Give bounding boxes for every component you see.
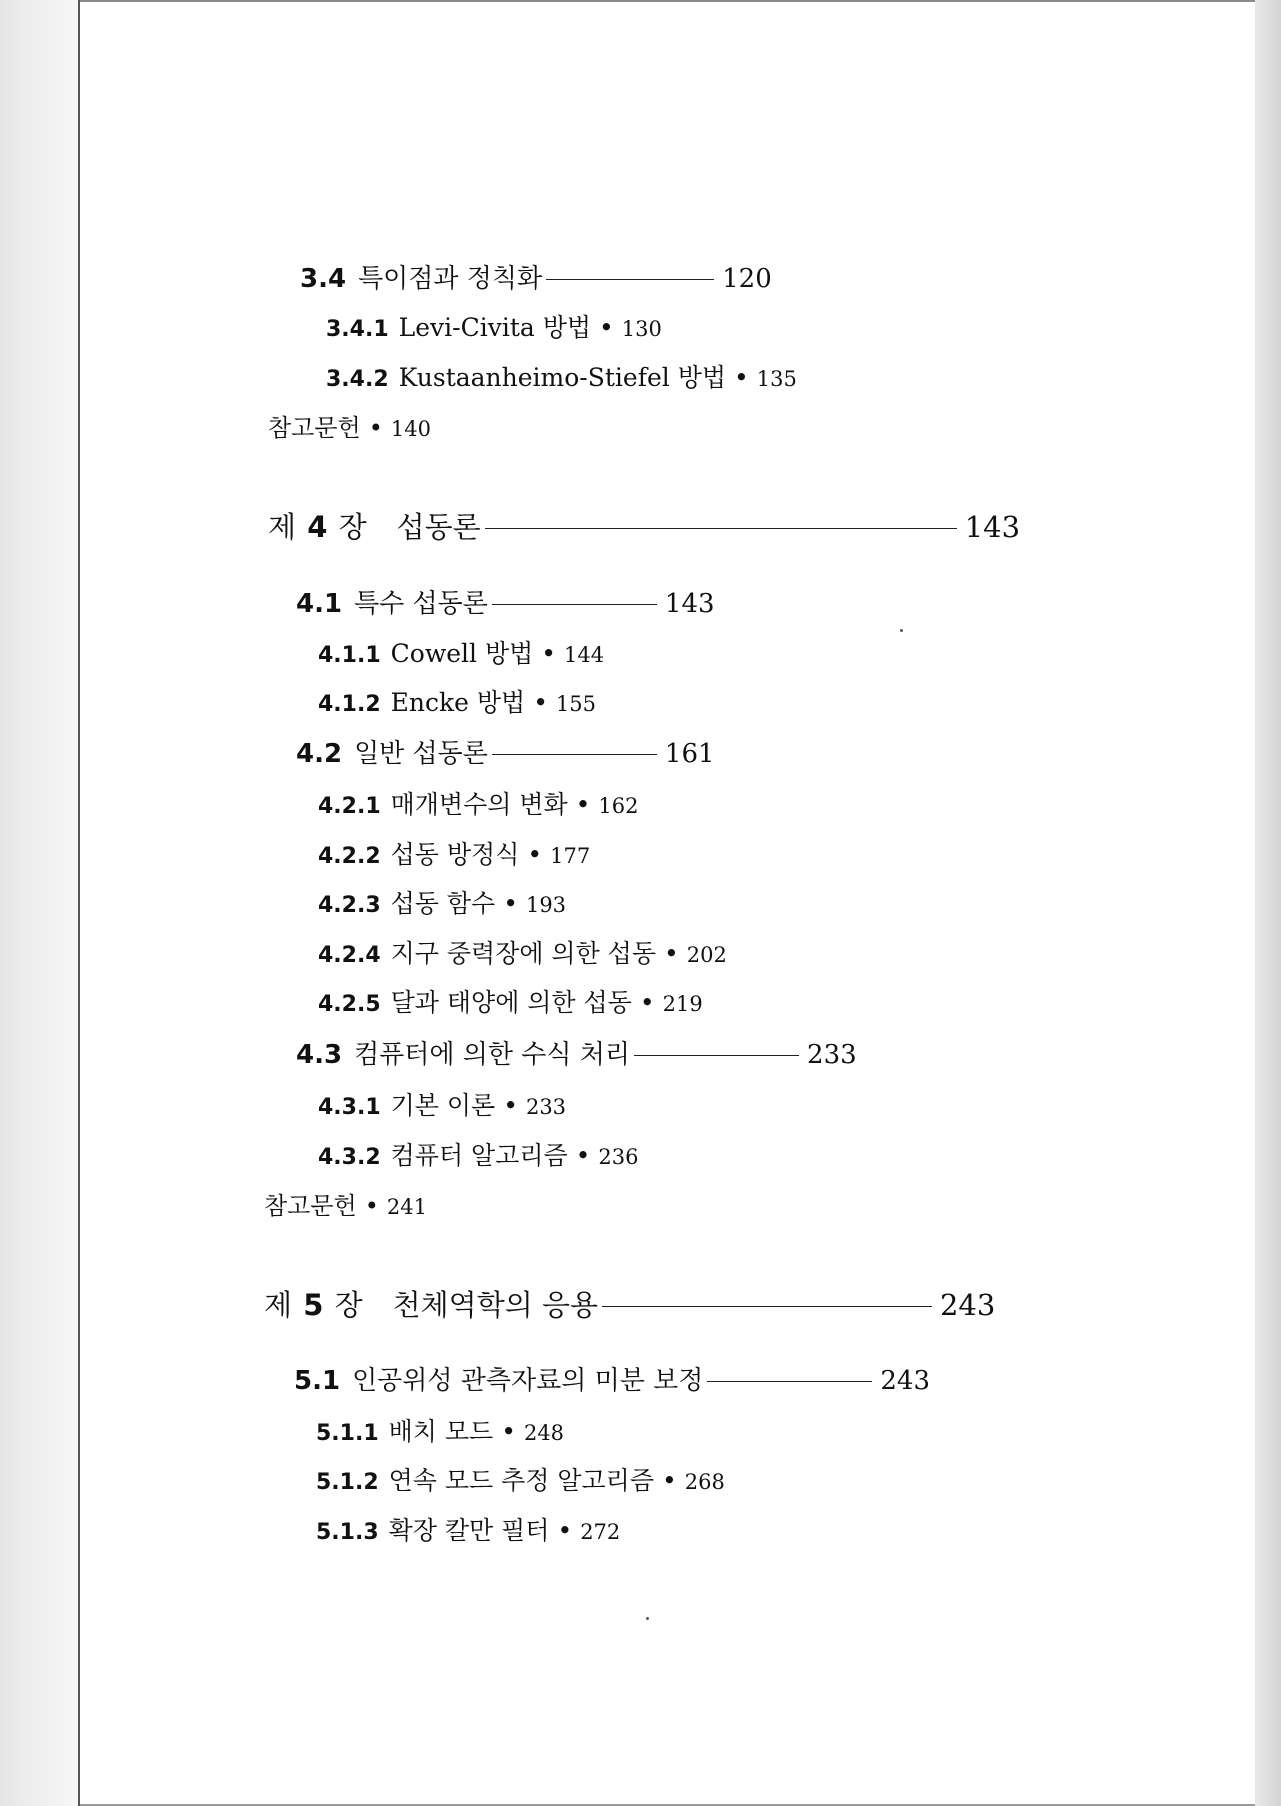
leader-line: [492, 604, 657, 605]
page-number: 243: [939, 1288, 996, 1322]
chapter-prefix: 제: [268, 510, 297, 544]
bullet-separator: •: [527, 840, 543, 869]
subsection-number: 4.2.5: [318, 992, 381, 1017]
subsection-title: 연속 모드 추정 알고리즘: [388, 1466, 654, 1495]
leader-line: [602, 1306, 932, 1307]
page-number: 143: [964, 510, 1021, 544]
page-number: 193: [525, 893, 567, 917]
toc-subsection-4-1-1[interactable]: [318, 634, 604, 670]
toc-subsection-4-3-1[interactable]: [318, 1086, 566, 1122]
subsection-number: 5.1.2: [316, 1470, 379, 1495]
page-number: 155: [555, 692, 597, 716]
subsection-number: 3.4.1: [326, 317, 389, 342]
section-number: 4.2: [296, 739, 343, 769]
page-number: 140: [390, 417, 431, 441]
section-title: 특수 섭동론: [354, 589, 488, 619]
chapter-suffix: 장: [334, 1288, 363, 1322]
subsection-title: Cowell 방법: [390, 639, 534, 668]
page-number: 161: [664, 739, 715, 769]
bullet-separator: •: [734, 363, 749, 392]
toc-chapter-5[interactable]: [264, 1283, 995, 1324]
chapter-suffix: 장: [338, 510, 367, 544]
toc-section-4-2[interactable]: [296, 733, 715, 770]
subsection-number: 5.1.3: [316, 1520, 379, 1545]
chapter-number: 4: [307, 510, 328, 544]
bullet-separator: •: [575, 1141, 591, 1170]
bullet-separator: •: [663, 939, 679, 968]
toc-section-5-1[interactable]: [294, 1360, 930, 1397]
subsection-number: 4.3.1: [318, 1095, 381, 1120]
page-number: 177: [550, 844, 591, 868]
toc-chapter-4[interactable]: [268, 505, 1020, 546]
toc-references-ch3[interactable]: [268, 408, 431, 443]
subsection-title: Kustaanheimo-Stiefel 방법: [398, 363, 727, 392]
section-number: 3.4: [300, 264, 347, 294]
subsection-number: 5.1.1: [316, 1421, 379, 1446]
toc-subsection-4-3-2[interactable]: [318, 1136, 638, 1172]
subsection-number: 3.4.2: [326, 367, 389, 392]
references-title: 참고문헌: [268, 414, 361, 442]
toc-section-4-3[interactable]: [296, 1034, 857, 1071]
chapter-prefix: 제: [264, 1288, 293, 1322]
page-number: 135: [756, 367, 797, 391]
print-speck: [900, 629, 903, 632]
subsection-number: 4.1.2: [318, 692, 381, 717]
subsection-title: Levi-Civita 방법: [398, 313, 592, 342]
section-number: 5.1: [294, 1366, 341, 1396]
toc-subsection-4-2-5[interactable]: [318, 983, 703, 1019]
chapter-number: 5: [303, 1288, 324, 1322]
subsection-title: 기본 이론: [390, 1091, 496, 1120]
subsection-title: 배치 모드: [388, 1417, 494, 1446]
subsection-title: 확장 칼만 필터: [388, 1516, 550, 1545]
subsection-number: 4.2.4: [318, 943, 381, 968]
subsection-title: 컴퓨터 알고리즘: [390, 1141, 568, 1170]
toc-subsection-4-1-2[interactable]: [318, 683, 596, 719]
toc-subsection-4-2-2[interactable]: [318, 835, 590, 871]
page-number: 143: [664, 589, 715, 619]
bullet-separator: •: [503, 889, 518, 918]
page-number: 219: [662, 992, 703, 1016]
bullet-separator: •: [557, 1516, 573, 1545]
toc-references-ch4[interactable]: [264, 1186, 427, 1221]
toc-section-3-4[interactable]: [300, 258, 772, 295]
bullet-separator: •: [639, 988, 655, 1017]
section-title: 일반 섭동론: [354, 739, 488, 769]
bullet-separator: •: [575, 790, 591, 819]
subsection-title: Encke 방법: [390, 688, 526, 717]
page-number: 243: [880, 1366, 931, 1396]
bullet-separator: •: [541, 639, 557, 668]
section-title: 컴퓨터에 의한 수식 처리: [354, 1040, 631, 1070]
page-number: 120: [722, 264, 772, 294]
chapter-title: 섭동론: [396, 510, 481, 544]
page-number: 272: [580, 1520, 621, 1544]
page-number: 144: [564, 643, 605, 667]
section-number: 4.1: [296, 589, 343, 619]
bullet-separator: •: [503, 1091, 518, 1120]
subsection-number: 4.3.2: [318, 1145, 381, 1170]
subsection-title: 섭동 함수: [390, 889, 496, 918]
page-number: 130: [621, 317, 662, 341]
leader-line: [634, 1055, 799, 1056]
subsection-title: 달과 태양에 의한 섭동: [390, 988, 632, 1017]
subsection-number: 4.1.1: [318, 643, 381, 668]
toc-subsection-3-4-1[interactable]: [326, 308, 662, 344]
toc-subsection-4-2-1[interactable]: [318, 785, 638, 821]
toc-subsection-4-2-4[interactable]: [318, 934, 727, 970]
leader-line: [546, 279, 714, 280]
bullet-separator: •: [501, 1417, 516, 1446]
subsection-title: 지구 중력장에 의한 섭동: [390, 939, 656, 968]
page-number: 268: [684, 1470, 725, 1494]
toc-subsection-5-1-3[interactable]: [316, 1511, 620, 1547]
bullet-separator: •: [533, 688, 548, 717]
toc-subsection-4-2-3[interactable]: [318, 884, 566, 920]
subsection-title: 섭동 방정식: [390, 840, 520, 869]
chapter-title: 천체역학의 응용: [392, 1288, 598, 1322]
page-number: 162: [598, 794, 639, 818]
page-number: 202: [686, 943, 727, 967]
print-speck: [646, 1617, 649, 1620]
page-number: 233: [807, 1040, 857, 1070]
subsection-title: 매개변수의 변화: [390, 790, 568, 819]
leader-line: [485, 528, 957, 529]
leader-line: [492, 754, 657, 755]
bullet-separator: •: [368, 414, 383, 442]
page-number: 241: [386, 1195, 427, 1219]
toc-subsection-3-4-2[interactable]: [326, 358, 797, 394]
bullet-separator: •: [599, 313, 614, 342]
page-number: 248: [523, 1421, 565, 1445]
subsection-number: 4.2.1: [318, 794, 381, 819]
subsection-number: 4.2.3: [318, 893, 381, 918]
references-title: 참고문헌: [264, 1192, 357, 1220]
page-number: 236: [598, 1145, 639, 1169]
bullet-separator: •: [364, 1192, 379, 1220]
section-title: 특이점과 정칙화: [358, 264, 543, 294]
section-number: 4.3: [296, 1040, 343, 1070]
toc-section-4-1[interactable]: [296, 583, 715, 620]
subsection-number: 4.2.2: [318, 844, 381, 869]
leader-line: [707, 1381, 872, 1382]
bullet-separator: •: [661, 1466, 677, 1495]
page-number: 233: [525, 1095, 567, 1119]
toc-subsection-5-1-1[interactable]: [316, 1412, 564, 1448]
section-title: 인공위성 관측자료의 미분 보정: [352, 1366, 704, 1396]
toc-subsection-5-1-2[interactable]: [316, 1461, 725, 1497]
